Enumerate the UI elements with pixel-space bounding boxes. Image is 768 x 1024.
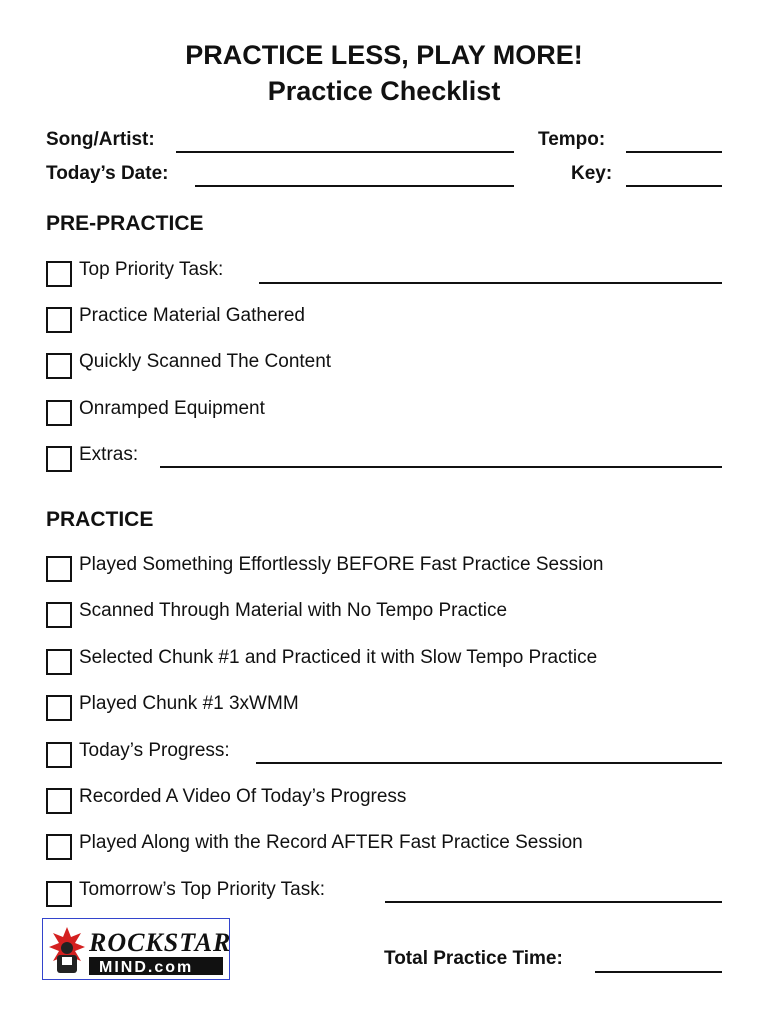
extras-field[interactable] (160, 466, 722, 468)
practice-item-6: Recorded A Video Of Today’s Progress (79, 786, 407, 807)
pre-practice-checkbox-5[interactable] (46, 446, 72, 472)
todays-progress-field[interactable] (256, 762, 722, 764)
practice-checkbox-2[interactable] (46, 602, 72, 628)
svg-text:MIND.com: MIND.com (99, 959, 194, 976)
pre-practice-checkbox-1[interactable] (46, 261, 72, 287)
pre-practice-checkbox-3[interactable] (46, 353, 72, 379)
practice-heading: PRACTICE (46, 508, 154, 531)
practice-item-7: Played Along with the Record AFTER Fast Practice Session (79, 832, 583, 853)
practice-checkbox-1[interactable] (46, 556, 72, 582)
pre-practice-item-2: Practice Material Gathered (79, 305, 305, 326)
tempo-label: Tempo: (538, 129, 606, 150)
tempo-field[interactable] (626, 151, 722, 153)
key-field[interactable] (626, 185, 722, 187)
pre-practice-item-3: Quickly Scanned The Content (79, 351, 332, 372)
rockstar-mind-logo-graphic (43, 919, 229, 979)
practice-checkbox-5[interactable] (46, 742, 72, 768)
total-practice-time-field[interactable] (595, 971, 722, 973)
pre-practice-item-1: Top Priority Task: (79, 259, 224, 280)
todays-date-label: Today’s Date: (46, 163, 169, 184)
practice-checkbox-4[interactable] (46, 695, 72, 721)
practice-checkbox-6[interactable] (46, 788, 72, 814)
top-priority-task-field[interactable] (259, 282, 722, 284)
practice-item-3: Selected Chunk #1 and Practiced it with Slow Tempo Practice (79, 647, 598, 668)
practice-checkbox-3[interactable] (46, 649, 72, 675)
pre-practice-item-5: Extras: (79, 444, 139, 465)
song-artist-field[interactable] (176, 151, 514, 153)
todays-date-field[interactable] (195, 185, 514, 187)
practice-item-8: Tomorrow’s Top Priority Task: (79, 879, 326, 900)
page-subtitle: Practice Checklist (267, 76, 501, 106)
pre-practice-item-4: Onramped Equipment (79, 398, 265, 419)
practice-item-5: Today’s Progress: (79, 740, 230, 761)
page-title: PRACTICE LESS, PLAY MORE! (185, 40, 583, 70)
svg-text:ROCKSTAR: ROCKSTAR (89, 928, 229, 957)
practice-item-2: Scanned Through Material with No Tempo Practice (79, 600, 508, 621)
practice-item-4: Played Chunk #1 3xWMM (79, 693, 299, 714)
rockstar-mind-logo (42, 918, 230, 980)
practice-checkbox-8[interactable] (46, 881, 72, 907)
practice-item-1: Played Something Effortlessly BEFORE Fast Practice Session (79, 554, 604, 575)
song-artist-label: Song/Artist: (46, 129, 155, 150)
pre-practice-checkbox-4[interactable] (46, 400, 72, 426)
pre-practice-heading: PRE-PRACTICE (46, 212, 204, 235)
practice-checkbox-7[interactable] (46, 834, 72, 860)
pre-practice-checkbox-2[interactable] (46, 307, 72, 333)
total-practice-time-label: Total Practice Time: (384, 948, 563, 969)
key-label: Key: (571, 163, 613, 184)
tomorrows-priority-field[interactable] (385, 901, 722, 903)
